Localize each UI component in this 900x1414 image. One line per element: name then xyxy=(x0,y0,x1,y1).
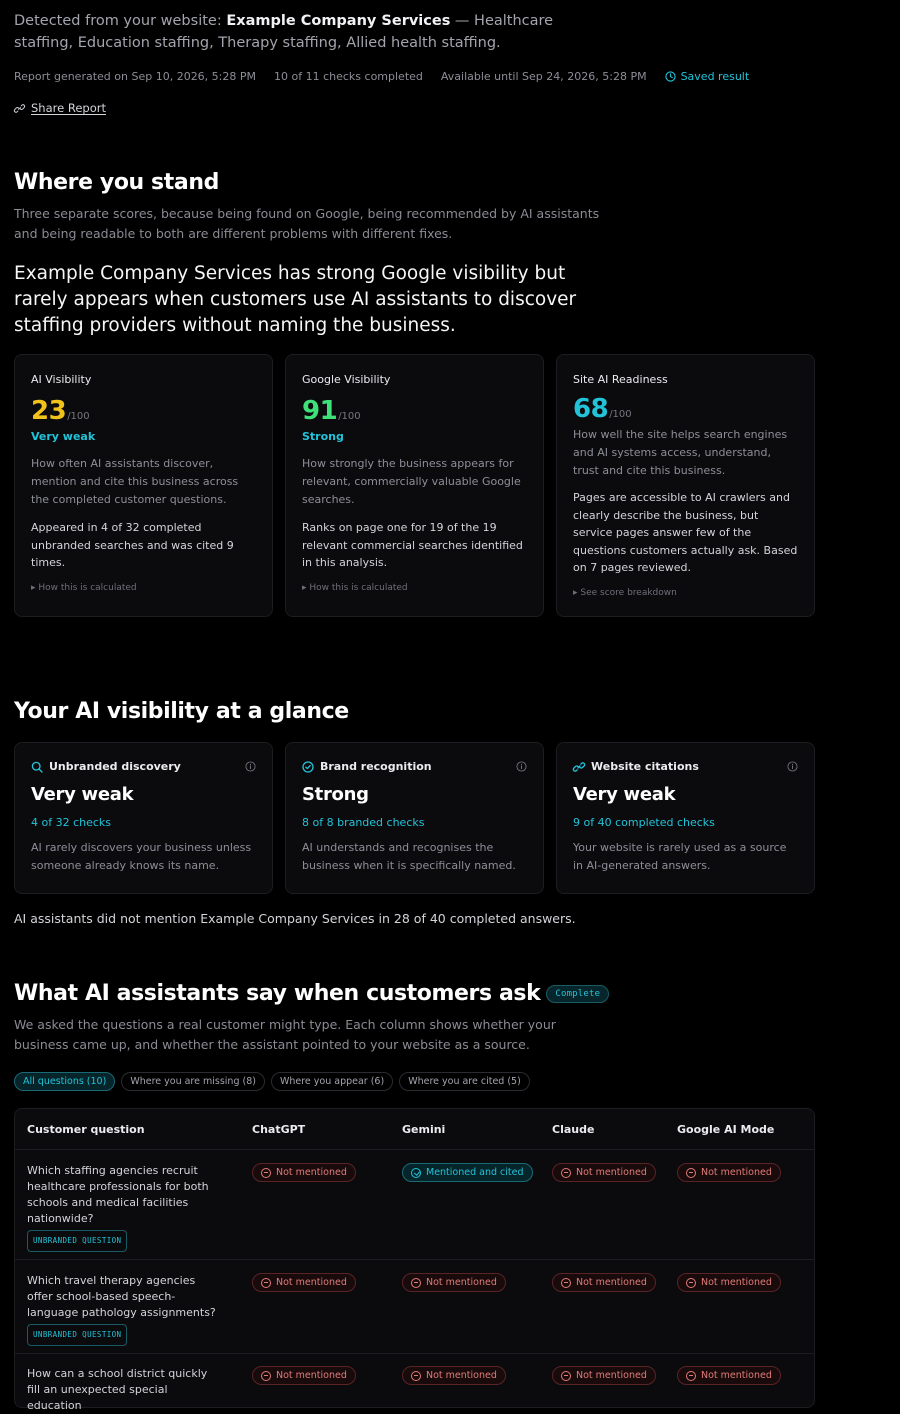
result-label: Not mentioned xyxy=(576,1167,647,1178)
result-claude xyxy=(552,1273,656,1292)
score-card-title: AI Visibility xyxy=(31,373,92,386)
result-gemini xyxy=(402,1163,533,1182)
score-description: How well the site helps search engines and AI systems access, understand, trust and cite this business. xyxy=(573,428,788,477)
glance-card-unbranded-discovery xyxy=(14,742,273,894)
column-header-gemini: Gemini xyxy=(402,1123,446,1136)
score-rating: Very weak xyxy=(31,430,96,443)
question-tag: UNBRANDED QUESTION xyxy=(27,1324,127,1346)
result-label: Not mentioned xyxy=(276,1277,347,1288)
info-icon[interactable] xyxy=(787,761,798,772)
question-filters xyxy=(14,1072,536,1091)
say-title-row xyxy=(14,981,609,1006)
disclosure-label: How this is calculated xyxy=(38,582,137,593)
filter-all-questions[interactable]: All questions (10) xyxy=(14,1072,115,1091)
glance-count: 8 of 8 branded checks xyxy=(302,816,425,829)
score-detail: Pages are accessible to AI crawlers and clearly describe the business, but service pages answer few of the questions customers actually ask. Based on 7 pages reviewed. xyxy=(573,491,798,574)
result-claude xyxy=(552,1366,656,1385)
result-label: Not mentioned xyxy=(701,1370,772,1381)
glance-card-title: Website citations xyxy=(591,760,699,773)
column-header-chatgpt: ChatGPT xyxy=(252,1123,306,1136)
detected-services: — Healthcare staffing, Education staffing, Therapy staffing, Allied health staffing. xyxy=(14,13,554,51)
glance-rating: Strong xyxy=(302,784,369,805)
filter-cited[interactable]: Where you are cited (5) xyxy=(399,1072,530,1091)
checks-completed: 10 of 11 checks completed xyxy=(274,70,423,83)
minus-circle-icon xyxy=(411,1371,421,1381)
clock-icon xyxy=(665,71,676,82)
score-value: 91 xyxy=(302,396,338,426)
search-icon xyxy=(31,761,43,773)
check-circle-icon xyxy=(302,761,314,773)
check-circle-icon xyxy=(411,1168,421,1178)
table-row[interactable] xyxy=(15,1149,814,1259)
score-card-google-visibility xyxy=(285,354,544,617)
table-row[interactable] xyxy=(15,1259,814,1353)
glance-summary: AI assistants did not mention Example Company Services in 28 of 40 completed answers. xyxy=(14,911,576,926)
disclosure-label: See score breakdown xyxy=(580,587,677,598)
result-label: Mentioned and cited xyxy=(426,1167,524,1178)
minus-circle-icon xyxy=(261,1168,271,1178)
glance-count: 4 of 32 checks xyxy=(31,816,112,829)
result-label: Not mentioned xyxy=(701,1277,772,1288)
score-card-title: Site AI Readiness xyxy=(573,373,668,386)
result-label: Not mentioned xyxy=(426,1370,497,1381)
detected-summary xyxy=(14,10,614,54)
score-card-title: Google Visibility xyxy=(302,373,391,386)
score-value: 23 xyxy=(31,396,67,426)
link-icon xyxy=(14,103,25,114)
table-row[interactable] xyxy=(15,1353,814,1413)
disclosure-triangle-icon: ▸ xyxy=(302,582,310,593)
glance-card-website-citations xyxy=(556,742,815,894)
question-tag: UNBRANDED QUESTION xyxy=(27,1230,127,1252)
column-header-google-ai-mode: Google AI Mode xyxy=(677,1123,775,1136)
result-chatgpt xyxy=(252,1366,356,1385)
minus-circle-icon xyxy=(686,1371,696,1381)
score-card-ai-visibility xyxy=(14,354,273,617)
disclosure-triangle-icon: ▸ xyxy=(573,587,581,598)
score-rating: Strong xyxy=(302,430,344,443)
section-title-say: What AI assistants say when customers ask xyxy=(14,981,541,1006)
available-until: Available until Sep 24, 2026, 5:28 PM xyxy=(440,70,647,83)
report-generated: Report generated on Sep 10, 2026, 5:28 PM xyxy=(14,70,256,83)
section-title-stand: Where you stand xyxy=(14,170,219,195)
glance-rating: Very weak xyxy=(573,784,676,805)
glance-description: AI rarely discovers your business unless someone already knows its name. xyxy=(31,841,252,872)
result-gemini xyxy=(402,1366,506,1385)
score-card-site-ai-readiness xyxy=(556,354,815,617)
saved-result xyxy=(665,70,768,83)
score-detail: Ranks on page one for 19 of the 19 relevant commercial searches identified in this analysis. xyxy=(302,521,523,569)
company-name: Example Company Services xyxy=(226,13,451,29)
customer-question: Which staffing agencies recruit healthcare professionals for both schools and medical facilities nationwide? xyxy=(27,1164,209,1225)
info-icon[interactable] xyxy=(245,761,256,772)
result-chatgpt xyxy=(252,1273,356,1292)
minus-circle-icon xyxy=(261,1371,271,1381)
glance-card-title: Brand recognition xyxy=(320,760,432,773)
section-title-glance: Your AI visibility at a glance xyxy=(14,699,349,724)
glance-card-brand-recognition xyxy=(285,742,544,894)
minus-circle-icon xyxy=(686,1168,696,1178)
share-report-label: Share Report xyxy=(31,101,106,115)
score-breakdown-toggle[interactable] xyxy=(573,588,798,598)
column-header-claude: Claude xyxy=(552,1123,595,1136)
score-denominator: /100 xyxy=(338,411,361,422)
filter-appear[interactable]: Where you appear (6) xyxy=(271,1072,393,1091)
saved-result-label: Saved result xyxy=(680,70,750,83)
result-label: Not mentioned xyxy=(576,1370,647,1381)
result-chatgpt xyxy=(252,1163,356,1182)
minus-circle-icon xyxy=(561,1371,571,1381)
results-table xyxy=(14,1108,815,1412)
disclosure-label: How this is calculated xyxy=(309,582,408,593)
score-value: 68 xyxy=(573,394,609,424)
stand-headline: Example Company Services has strong Google visibility but rarely appears when customers use AI assistants to discover staffing providers without naming the business. xyxy=(14,263,577,336)
minus-circle-icon xyxy=(411,1278,421,1288)
link-icon xyxy=(573,761,585,773)
share-report-link[interactable] xyxy=(14,101,106,115)
glance-count: 9 of 40 completed checks xyxy=(573,816,715,829)
detected-prefix: Detected from your website: xyxy=(14,13,227,29)
status-badge: Complete xyxy=(546,985,609,1003)
score-description: How often AI assistants discover, mention and cite this business across the completed customer questions. xyxy=(31,457,239,506)
report-meta xyxy=(14,70,785,83)
glance-rating: Very weak xyxy=(31,784,134,805)
minus-circle-icon xyxy=(261,1278,271,1288)
minus-circle-icon xyxy=(561,1168,571,1178)
result-label: Not mentioned xyxy=(276,1370,347,1381)
how-calculated-toggle[interactable] xyxy=(31,583,256,593)
glance-card-title: Unbranded discovery xyxy=(49,760,181,773)
result-claude xyxy=(552,1163,656,1182)
result-gemini xyxy=(402,1273,506,1292)
column-header-question: Customer question xyxy=(27,1123,145,1136)
customer-question: How can a school district quickly fill an unexpected special education xyxy=(27,1367,208,1412)
stand-subtitle: Three separate scores, because being found on Google, being recommended by AI assistants and being readable to both are different problems with different fixes. xyxy=(14,206,600,241)
score-description: How strongly the business appears for relevant, commercially valuable Google searches. xyxy=(302,457,521,506)
minus-circle-icon xyxy=(561,1278,571,1288)
result-label: Not mentioned xyxy=(276,1167,347,1178)
customer-question: Which travel therapy agencies offer school-based speech-language pathology assignments? xyxy=(27,1274,216,1319)
result-google-ai-mode xyxy=(677,1366,781,1385)
result-label: Not mentioned xyxy=(576,1277,647,1288)
glance-description: Your website is rarely used as a source in AI-generated answers. xyxy=(573,841,787,872)
minus-circle-icon xyxy=(686,1278,696,1288)
score-denominator: /100 xyxy=(609,409,632,420)
score-detail: Appeared in 4 of 32 completed unbranded searches and was cited 9 times. xyxy=(31,521,234,569)
result-label: Not mentioned xyxy=(701,1167,772,1178)
result-google-ai-mode xyxy=(677,1163,781,1182)
disclosure-triangle-icon: ▸ xyxy=(31,582,39,593)
info-icon[interactable] xyxy=(516,761,527,772)
how-calculated-toggle[interactable] xyxy=(302,583,527,593)
filter-missing[interactable]: Where you are missing (8) xyxy=(121,1072,265,1091)
say-subtitle: We asked the questions a real customer might type. Each column shows whether your business came up, and whether the assistant pointed to your website as a source. xyxy=(14,1017,556,1052)
score-denominator: /100 xyxy=(67,411,90,422)
result-label: Not mentioned xyxy=(426,1277,497,1288)
glance-description: AI understands and recognises the business when it is specifically named. xyxy=(302,841,516,872)
result-google-ai-mode xyxy=(677,1273,781,1292)
